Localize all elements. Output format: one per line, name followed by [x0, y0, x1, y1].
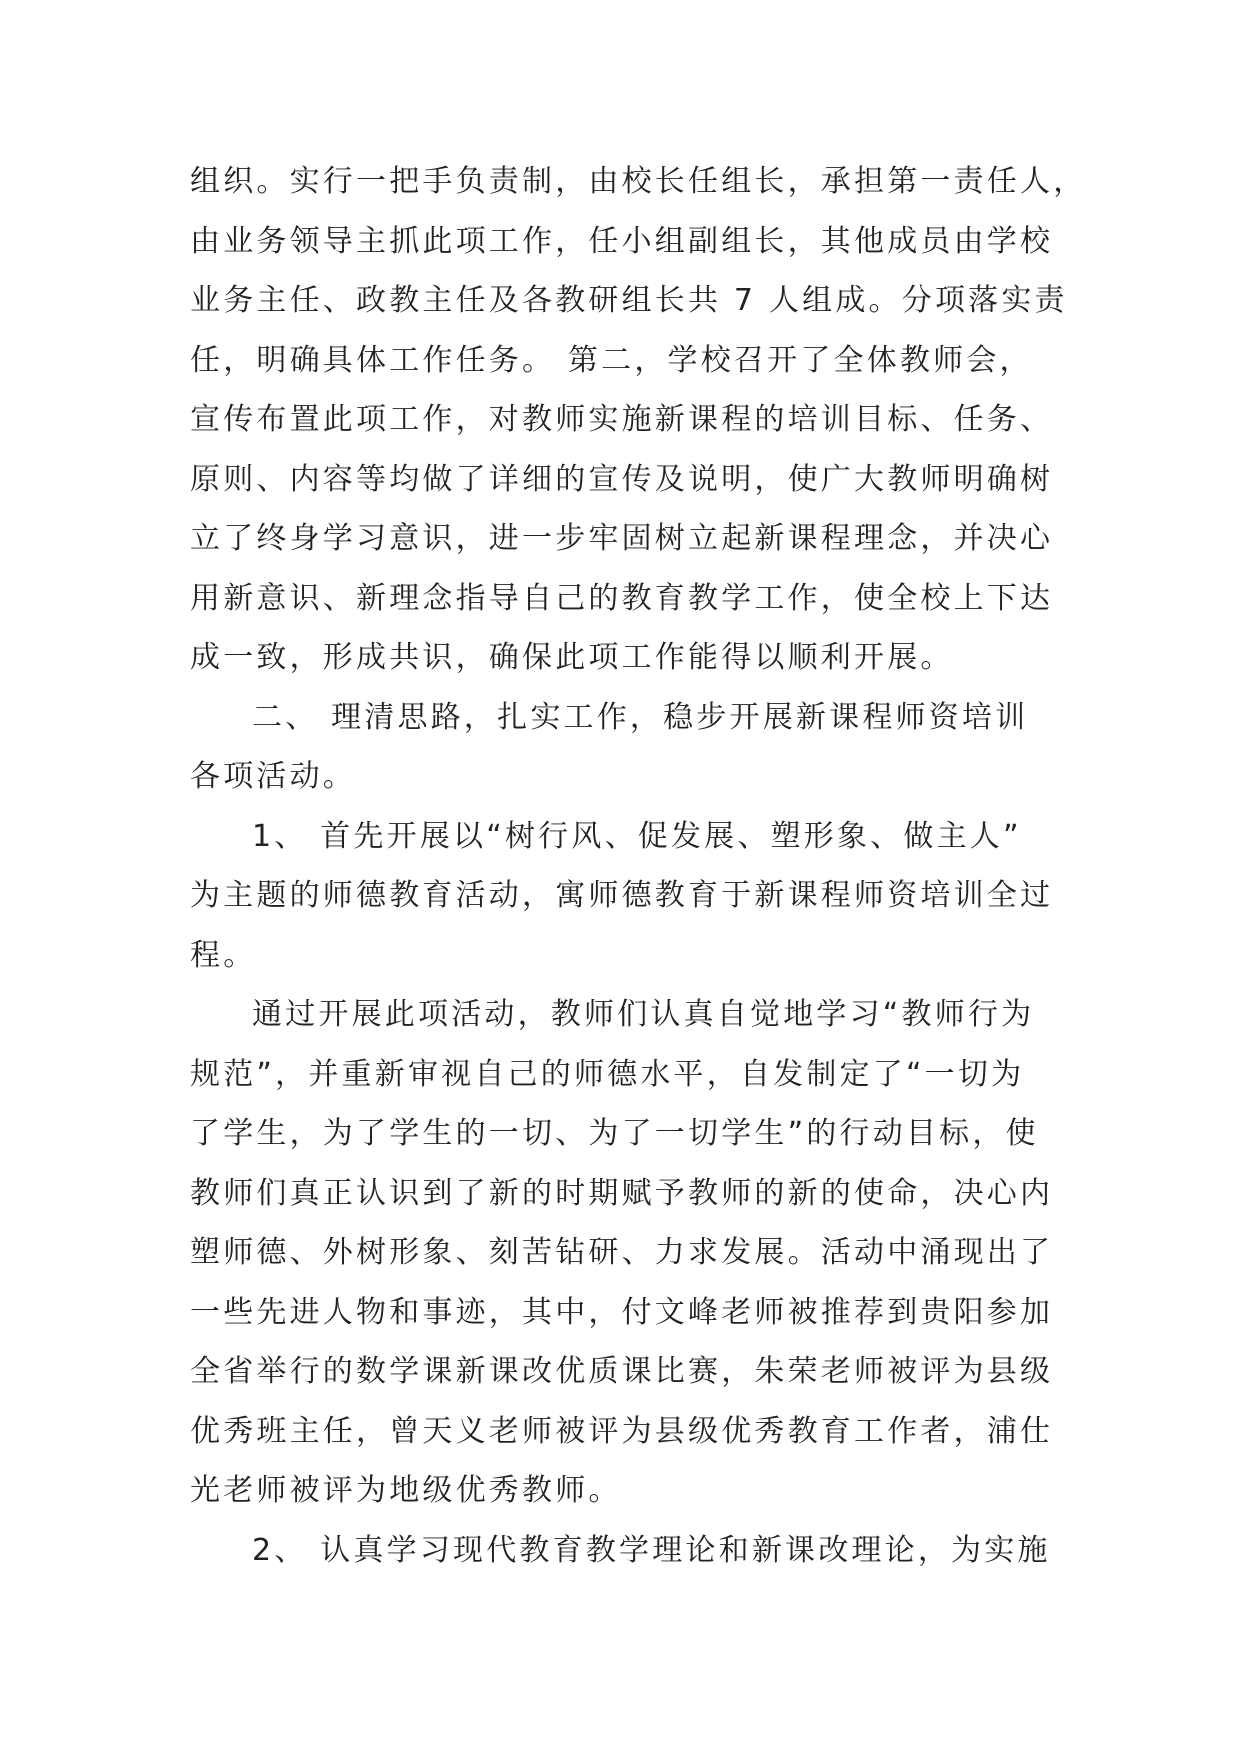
subsection-heading: 2、 认真学习现代教育教学理论和新课改理论，为实施 — [252, 1532, 1051, 1568]
text-line: 成一致，形成共识，确保此项工作能得以顺利开展。 — [190, 640, 954, 675]
text-line: 任，明确具体工作任务。 第二，学校召开了全体教师会， — [190, 342, 1033, 378]
text-line: 塑师德、外树形象、刻苦钻研、力求发展。活动中涌现出了 — [190, 1235, 1054, 1270]
text-line: 组织。实行一把手负责制，由校长任组长，承担第一责任人， — [190, 164, 1087, 199]
paragraph-start: 通过开展此项活动，教师们认真自觉地学习“教师行为 — [252, 997, 1035, 1032]
text-line: 业务主任、政教主任及各教研组长共 7 人组成。分项落实责 — [190, 283, 1068, 318]
text-line: 优秀班主任，曾天义老师被评为县级优秀教育工作者，浦仕 — [190, 1413, 1054, 1449]
text-line: 用新意识、新理念指导自己的教育教学工作，使全校上下达 — [190, 580, 1054, 616]
text-line: 规范”，并重新审视自己的师德水平，自发制定了“一切为 — [190, 1056, 1025, 1092]
text-line: 由业务领导主抓此项工作，任小组副组长，其他成员由学校 — [190, 223, 1054, 259]
text-line: 宣传布置此项工作，对教师实施新课程的培训目标、任务、 — [190, 402, 1054, 437]
text-line: 为主题的师德教育活动，寓师德教育于新课程师资培训全过 — [190, 878, 1054, 913]
text-line: 全省举行的数学课新课改优质课比赛，朱荣老师被评为县级 — [190, 1354, 1054, 1389]
subsection-heading: 1、 首先开展以“树行风、促发展、塑形象、做主人” — [252, 818, 1022, 854]
text-line: 教师们真正认识到了新的时期赋予教师的新的使命，决心内 — [190, 1175, 1054, 1211]
section-heading: 二、 理清思路，扎实工作，稳步开展新课程师资培训 — [252, 699, 1029, 735]
text-line: 原则、内容等均做了详细的宣传及说明，使广大教师明确树 — [190, 461, 1054, 497]
document-body — [190, 152, 1087, 1580]
text-line: 立了终身学习意识，进一步牢固树立起新课程理念，并决心 — [190, 521, 1054, 556]
text-line: 程。 — [190, 937, 257, 973]
text-line: 一些先进人物和事迹，其中，付文峰老师被推荐到贵阳参加 — [190, 1294, 1054, 1330]
text-line: 光老师被评为地级优秀教师。 — [190, 1473, 622, 1508]
text-line: 了学生，为了学生的一切、为了一切学生”的行动目标，使 — [190, 1116, 1039, 1151]
text-line: 各项活动。 — [190, 759, 356, 794]
